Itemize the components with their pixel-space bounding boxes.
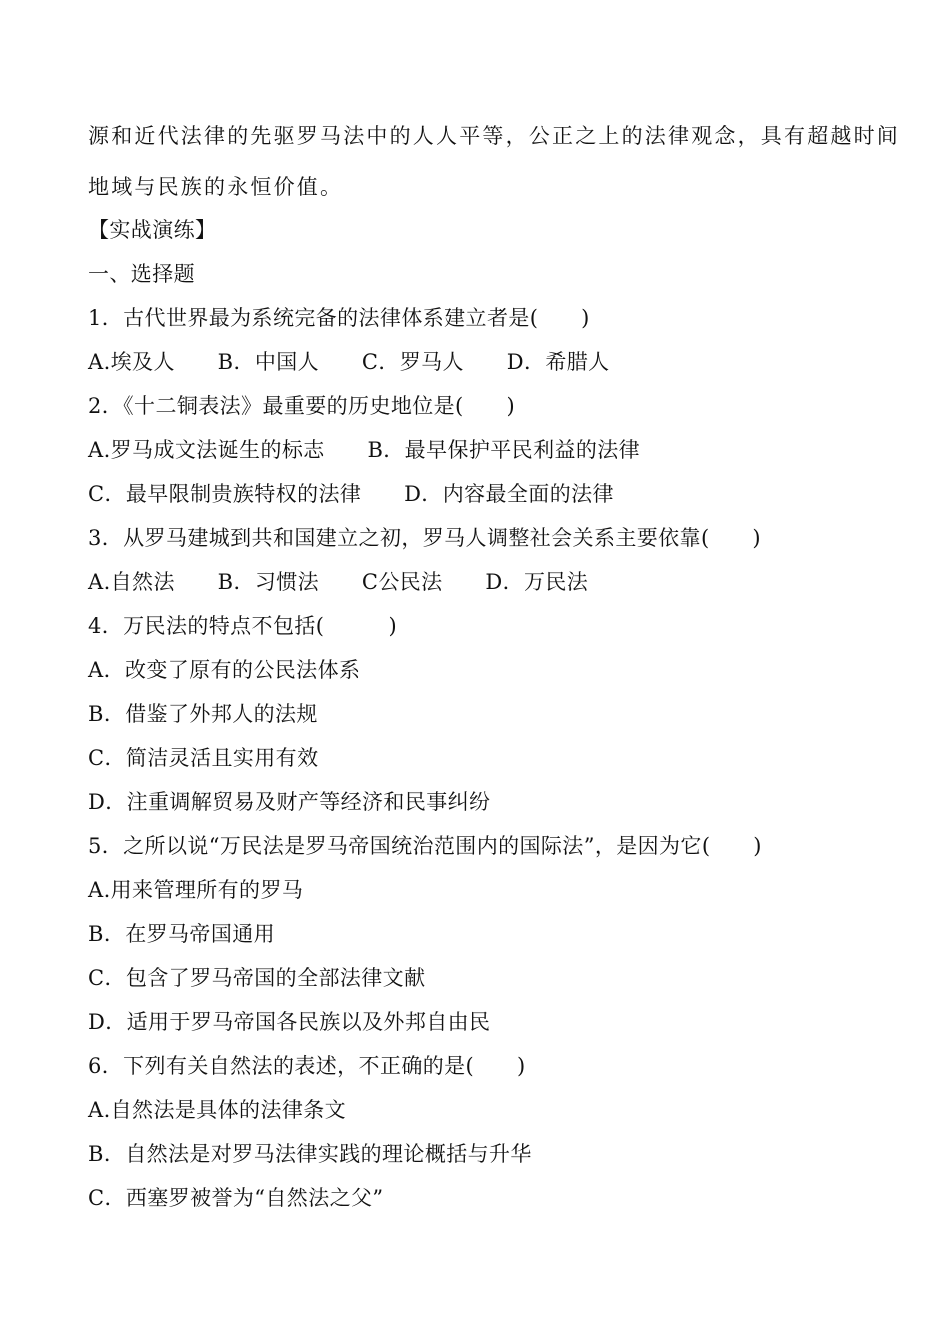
- question-4-option-b: B．借鉴了外邦人的法规: [88, 702, 318, 726]
- question-4-option-c: C．简洁灵活且实用有效: [88, 746, 319, 770]
- question-5-stem: 5．之所以说“万民法是罗马帝国统治范围内的国际法”，是因为它( ): [88, 834, 762, 858]
- question-1-options: A.埃及人 B．中国人 C．罗马人 D．希腊人: [88, 350, 610, 374]
- question-5-option-d: D．适用于罗马帝国各民族以及外邦自由民: [88, 1010, 491, 1034]
- question-6-option-b: B．自然法是对罗马法律实践的理论概括与升华: [88, 1142, 532, 1166]
- question-2-options-row-2: C．最早限制贵族特权的法律 D．内容最全面的法律: [88, 482, 614, 506]
- question-6-stem: 6．下列有关自然法的表述，不正确的是( ): [88, 1054, 526, 1078]
- intro-line-2: 地域与民族的永恒价值。: [88, 175, 344, 199]
- question-5-option-a: A.用来管理所有的罗马: [88, 878, 304, 902]
- question-2-options-row-1: A.罗马成文法诞生的标志 B．最早保护平民利益的法律: [88, 438, 641, 462]
- section-title: 【实战演练】: [88, 218, 217, 242]
- question-4-option-d: D．注重调解贸易及财产等经济和民事纠纷: [88, 790, 491, 814]
- intro-line-1: 源和近代法律的先驱罗马法中的人人平等，公正之上的法律观念，具有超越时间: [88, 124, 900, 148]
- question-3-stem: 3．从罗马建城到共和国建立之初，罗马人调整社会关系主要依靠( ): [88, 526, 761, 550]
- question-5-option-c: C．包含了罗马帝国的全部法律文献: [88, 966, 426, 990]
- question-5-option-b: B．在罗马帝国通用: [88, 922, 276, 946]
- question-3-options: A.自然法 B．习惯法 C公民法 D．万民法: [88, 570, 589, 594]
- question-1-stem: 1．古代世界最为系统完备的法律体系建立者是( ): [88, 306, 590, 330]
- part-title: 一、选择题: [88, 262, 195, 286]
- question-2-stem: 2．《十二铜表法》最重要的历史地位是( ): [88, 394, 516, 418]
- question-4-stem: 4．万民法的特点不包括( ): [88, 614, 398, 638]
- question-4-option-a: A．改变了原有的公民法体系: [88, 658, 361, 682]
- question-6-option-a: A.自然法是具体的法律条文: [88, 1098, 347, 1122]
- question-6-option-c: C．西塞罗被誉为“自然法之父”: [88, 1186, 384, 1210]
